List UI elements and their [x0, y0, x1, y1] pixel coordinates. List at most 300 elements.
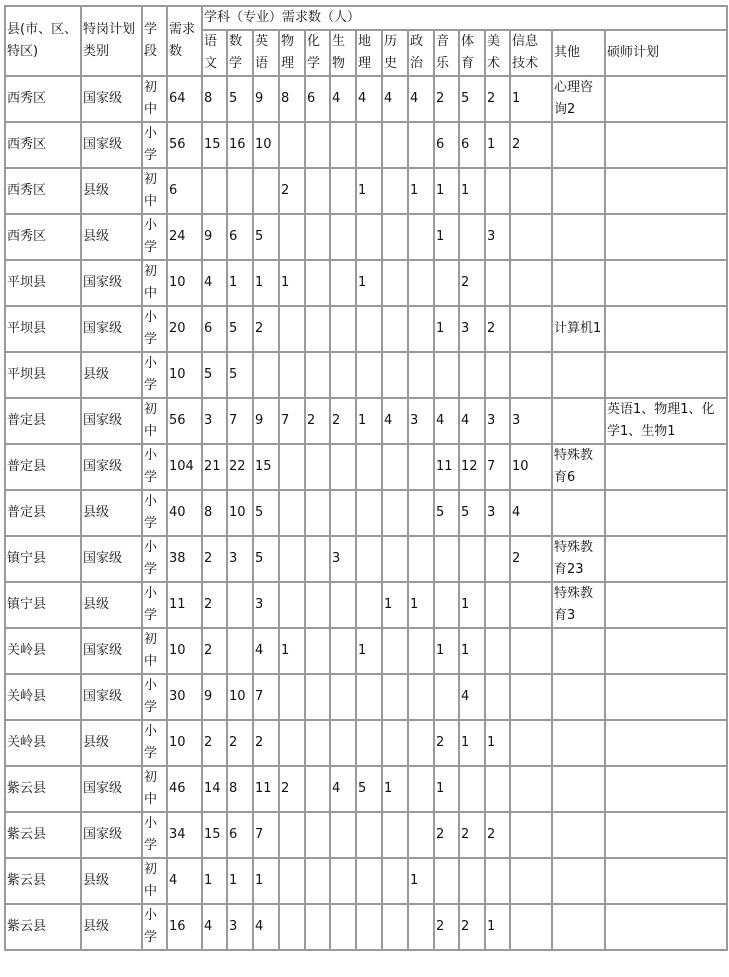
- cell-county: 平坝县: [5, 260, 81, 306]
- cell-other: [552, 812, 605, 858]
- cell-plan-type: 国家级: [81, 674, 142, 720]
- table-row: [5, 536, 727, 582]
- cell-politics: [408, 812, 434, 858]
- cell-music: [434, 352, 459, 398]
- cell-art: [485, 260, 510, 306]
- cell-music: [434, 858, 459, 904]
- cell-music: 6: [434, 122, 459, 168]
- cell-chinese: 21: [202, 444, 227, 490]
- cell-county: 西秀区: [5, 122, 81, 168]
- cell-art: [485, 536, 510, 582]
- cell-plan-type: 县级: [81, 490, 142, 536]
- cell-geography: [356, 352, 382, 398]
- cell-art: [485, 582, 510, 628]
- cell-other: [552, 674, 605, 720]
- cell-biology: 4: [330, 766, 356, 812]
- cell-art: [485, 674, 510, 720]
- cell-physics: [279, 720, 305, 766]
- cell-chemistry: [305, 628, 330, 674]
- cell-physics: 1: [279, 628, 305, 674]
- cell-other: [552, 490, 605, 536]
- cell-politics: [408, 536, 434, 582]
- cell-physics: [279, 904, 305, 950]
- cell-plan-type: 国家级: [81, 122, 142, 168]
- cell-county: 西秀区: [5, 76, 81, 122]
- cell-biology: [330, 720, 356, 766]
- cell-it: [510, 168, 552, 214]
- cell-geography: 1: [356, 628, 382, 674]
- cell-pe: 2: [459, 812, 485, 858]
- cell-stage: 小学: [142, 720, 167, 766]
- cell-county: 平坝县: [5, 306, 81, 352]
- cell-demand: 20: [167, 306, 202, 352]
- cell-english: 15: [253, 444, 279, 490]
- cell-politics: [408, 766, 434, 812]
- cell-plan-type: 县级: [81, 858, 142, 904]
- cell-physics: [279, 858, 305, 904]
- cell-music: [434, 582, 459, 628]
- cell-master-plan: [605, 260, 727, 306]
- cell-politics: 4: [408, 76, 434, 122]
- cell-chemistry: [305, 904, 330, 950]
- cell-other: [552, 122, 605, 168]
- cell-music: 2: [434, 812, 459, 858]
- table-row: [5, 812, 727, 858]
- cell-demand: 10: [167, 260, 202, 306]
- cell-history: 4: [382, 76, 408, 122]
- cell-chemistry: [305, 766, 330, 812]
- cell-it: [510, 766, 552, 812]
- cell-music: 2: [434, 904, 459, 950]
- cell-pe: 3: [459, 306, 485, 352]
- cell-history: [382, 720, 408, 766]
- cell-physics: [279, 674, 305, 720]
- cell-stage: 小学: [142, 352, 167, 398]
- cell-chemistry: [305, 306, 330, 352]
- cell-math: 1: [227, 858, 253, 904]
- cell-music: 1: [434, 628, 459, 674]
- table-row: [5, 122, 727, 168]
- header-subject: 生物: [330, 30, 356, 76]
- header-county: 县(市、区、特区): [5, 6, 81, 76]
- cell-biology: [330, 582, 356, 628]
- cell-it: [510, 904, 552, 950]
- cell-english: [253, 352, 279, 398]
- cell-chinese: 2: [202, 536, 227, 582]
- cell-master-plan: [605, 122, 727, 168]
- cell-history: [382, 904, 408, 950]
- cell-biology: [330, 306, 356, 352]
- cell-geography: [356, 720, 382, 766]
- cell-politics: [408, 306, 434, 352]
- cell-biology: [330, 214, 356, 260]
- cell-county: 西秀区: [5, 168, 81, 214]
- cell-biology: [330, 812, 356, 858]
- cell-music: 1: [434, 306, 459, 352]
- cell-english: 2: [253, 720, 279, 766]
- cell-chinese: 8: [202, 76, 227, 122]
- cell-plan-type: 国家级: [81, 76, 142, 122]
- cell-demand: 10: [167, 628, 202, 674]
- header-subject: 政治: [408, 30, 434, 76]
- cell-chinese: 2: [202, 628, 227, 674]
- cell-english: 2: [253, 306, 279, 352]
- cell-pe: 2: [459, 904, 485, 950]
- header-subject: 语文: [202, 30, 227, 76]
- cell-english: 4: [253, 628, 279, 674]
- cell-it: [510, 812, 552, 858]
- cell-politics: 1: [408, 858, 434, 904]
- cell-demand: 46: [167, 766, 202, 812]
- cell-art: 1: [485, 904, 510, 950]
- cell-county: 关岭县: [5, 628, 81, 674]
- header-demand: 需求数: [167, 6, 202, 76]
- cell-politics: 3: [408, 398, 434, 444]
- cell-politics: 1: [408, 582, 434, 628]
- cell-master-plan: [605, 812, 727, 858]
- cell-history: [382, 306, 408, 352]
- cell-it: [510, 352, 552, 398]
- cell-it: [510, 628, 552, 674]
- cell-geography: 1: [356, 168, 382, 214]
- cell-physics: [279, 812, 305, 858]
- cell-plan-type: 国家级: [81, 444, 142, 490]
- cell-geography: [356, 904, 382, 950]
- cell-geography: [356, 812, 382, 858]
- cell-master-plan: [605, 490, 727, 536]
- cell-english: 5: [253, 214, 279, 260]
- cell-other: [552, 168, 605, 214]
- cell-math: 5: [227, 76, 253, 122]
- cell-politics: [408, 628, 434, 674]
- cell-history: 1: [382, 766, 408, 812]
- cell-plan-type: 县级: [81, 352, 142, 398]
- cell-county: 关岭县: [5, 674, 81, 720]
- cell-other: 计算机1: [552, 306, 605, 352]
- header-subject: 地理: [356, 30, 382, 76]
- cell-county: 平坝县: [5, 352, 81, 398]
- table-row: [5, 306, 727, 352]
- cell-chinese: [202, 168, 227, 214]
- cell-chinese: 6: [202, 306, 227, 352]
- header-subject: 化学: [305, 30, 330, 76]
- cell-master-plan: 英语1、物理1、化学1、生物1: [605, 398, 727, 444]
- cell-county: 镇宁县: [5, 536, 81, 582]
- cell-chinese: 3: [202, 398, 227, 444]
- cell-demand: 38: [167, 536, 202, 582]
- cell-other: 特殊教育6: [552, 444, 605, 490]
- cell-physics: 8: [279, 76, 305, 122]
- cell-pe: 4: [459, 674, 485, 720]
- table-row: [5, 582, 727, 628]
- cell-other: [552, 628, 605, 674]
- cell-master-plan: [605, 168, 727, 214]
- cell-physics: [279, 352, 305, 398]
- cell-english: 9: [253, 398, 279, 444]
- header-subject: 物理: [279, 30, 305, 76]
- cell-music: 2: [434, 720, 459, 766]
- cell-stage: 初中: [142, 260, 167, 306]
- cell-physics: 7: [279, 398, 305, 444]
- table-row: [5, 352, 727, 398]
- cell-it: 10: [510, 444, 552, 490]
- cell-physics: [279, 122, 305, 168]
- cell-county: 镇宁县: [5, 582, 81, 628]
- cell-music: [434, 260, 459, 306]
- cell-plan-type: 县级: [81, 582, 142, 628]
- cell-chemistry: [305, 812, 330, 858]
- cell-other: [552, 720, 605, 766]
- cell-english: 5: [253, 490, 279, 536]
- cell-geography: [356, 214, 382, 260]
- cell-master-plan: [605, 628, 727, 674]
- cell-stage: 初中: [142, 398, 167, 444]
- header-subject: 硕师计划: [605, 30, 727, 76]
- cell-stage: 小学: [142, 904, 167, 950]
- cell-stage: 小学: [142, 214, 167, 260]
- cell-math: 5: [227, 306, 253, 352]
- cell-history: [382, 858, 408, 904]
- cell-math: 5: [227, 352, 253, 398]
- cell-english: 10: [253, 122, 279, 168]
- header-subject: 音乐: [434, 30, 459, 76]
- cell-demand: 24: [167, 214, 202, 260]
- cell-other: 特殊教育3: [552, 582, 605, 628]
- cell-it: [510, 306, 552, 352]
- cell-stage: 小学: [142, 122, 167, 168]
- cell-art: [485, 352, 510, 398]
- cell-art: 1: [485, 122, 510, 168]
- cell-other: [552, 352, 605, 398]
- cell-math: 16: [227, 122, 253, 168]
- cell-county: 紫云县: [5, 812, 81, 858]
- table-row: [5, 674, 727, 720]
- cell-pe: 6: [459, 122, 485, 168]
- cell-english: 7: [253, 812, 279, 858]
- cell-physics: 2: [279, 168, 305, 214]
- header-subject: 其他: [552, 30, 605, 76]
- cell-pe: [459, 858, 485, 904]
- cell-art: 3: [485, 490, 510, 536]
- cell-other: [552, 214, 605, 260]
- cell-art: [485, 858, 510, 904]
- cell-chemistry: [305, 858, 330, 904]
- cell-pe: [459, 766, 485, 812]
- cell-english: 11: [253, 766, 279, 812]
- cell-math: 3: [227, 536, 253, 582]
- cell-it: 4: [510, 490, 552, 536]
- cell-history: [382, 214, 408, 260]
- cell-stage: 初中: [142, 76, 167, 122]
- table-row: [5, 398, 727, 444]
- cell-plan-type: 县级: [81, 720, 142, 766]
- cell-geography: 1: [356, 398, 382, 444]
- cell-english: 1: [253, 858, 279, 904]
- cell-art: 2: [485, 306, 510, 352]
- cell-biology: 3: [330, 536, 356, 582]
- cell-biology: [330, 490, 356, 536]
- cell-geography: [356, 582, 382, 628]
- cell-stage: 小学: [142, 490, 167, 536]
- cell-biology: [330, 352, 356, 398]
- cell-master-plan: [605, 858, 727, 904]
- cell-physics: [279, 490, 305, 536]
- cell-music: 11: [434, 444, 459, 490]
- cell-geography: [356, 536, 382, 582]
- table-row: [5, 168, 727, 214]
- header-plan-type: 特岗计划类别: [81, 6, 142, 76]
- cell-chemistry: [305, 444, 330, 490]
- cell-county: 西秀区: [5, 214, 81, 260]
- cell-geography: [356, 122, 382, 168]
- cell-chinese: 14: [202, 766, 227, 812]
- cell-history: [382, 444, 408, 490]
- cell-chinese: 15: [202, 122, 227, 168]
- cell-chinese: 4: [202, 904, 227, 950]
- cell-chemistry: [305, 582, 330, 628]
- cell-math: 2: [227, 720, 253, 766]
- cell-other: [552, 398, 605, 444]
- cell-math: 3: [227, 904, 253, 950]
- cell-it: [510, 214, 552, 260]
- cell-chemistry: [305, 260, 330, 306]
- header-subject: 信息技术: [510, 30, 552, 76]
- cell-chemistry: [305, 536, 330, 582]
- cell-demand: 56: [167, 122, 202, 168]
- table-row: [5, 858, 727, 904]
- cell-county: 普定县: [5, 490, 81, 536]
- cell-it: [510, 260, 552, 306]
- cell-other: [552, 904, 605, 950]
- cell-demand: 34: [167, 812, 202, 858]
- cell-plan-type: 国家级: [81, 306, 142, 352]
- cell-politics: [408, 352, 434, 398]
- cell-biology: [330, 858, 356, 904]
- cell-math: 1: [227, 260, 253, 306]
- cell-chemistry: [305, 674, 330, 720]
- cell-history: [382, 536, 408, 582]
- cell-math: 22: [227, 444, 253, 490]
- cell-county: 关岭县: [5, 720, 81, 766]
- cell-history: [382, 628, 408, 674]
- cell-pe: [459, 214, 485, 260]
- cell-master-plan: [605, 582, 727, 628]
- cell-other: [552, 858, 605, 904]
- table-row: [5, 444, 727, 490]
- cell-english: 7: [253, 674, 279, 720]
- cell-math: [227, 582, 253, 628]
- cell-chinese: 2: [202, 720, 227, 766]
- cell-plan-type: 县级: [81, 168, 142, 214]
- cell-stage: 初中: [142, 858, 167, 904]
- cell-plan-type: 国家级: [81, 398, 142, 444]
- cell-chemistry: [305, 352, 330, 398]
- cell-politics: [408, 674, 434, 720]
- cell-history: [382, 352, 408, 398]
- cell-biology: [330, 674, 356, 720]
- cell-demand: 104: [167, 444, 202, 490]
- cell-other: [552, 260, 605, 306]
- cell-english: 5: [253, 536, 279, 582]
- cell-county: 紫云县: [5, 766, 81, 812]
- cell-chinese: 4: [202, 260, 227, 306]
- cell-art: 3: [485, 398, 510, 444]
- cell-chinese: 9: [202, 674, 227, 720]
- table-row: [5, 490, 727, 536]
- cell-geography: [356, 858, 382, 904]
- header-subject: 历史: [382, 30, 408, 76]
- cell-art: 7: [485, 444, 510, 490]
- table-row: [5, 720, 727, 766]
- cell-county: 普定县: [5, 398, 81, 444]
- cell-chinese: 15: [202, 812, 227, 858]
- cell-art: [485, 766, 510, 812]
- cell-chinese: 1: [202, 858, 227, 904]
- table-row: [5, 214, 727, 260]
- table-row: [5, 766, 727, 812]
- cell-stage: 小学: [142, 444, 167, 490]
- cell-geography: [356, 674, 382, 720]
- cell-physics: 1: [279, 260, 305, 306]
- cell-demand: 10: [167, 352, 202, 398]
- cell-chinese: 2: [202, 582, 227, 628]
- cell-biology: [330, 444, 356, 490]
- header-stage: 学段: [142, 6, 167, 76]
- cell-pe: 2: [459, 260, 485, 306]
- cell-master-plan: [605, 536, 727, 582]
- header-subject: 数学: [227, 30, 253, 76]
- cell-english: 1: [253, 260, 279, 306]
- cell-biology: [330, 628, 356, 674]
- table-row: [5, 76, 727, 122]
- cell-math: 6: [227, 214, 253, 260]
- cell-physics: [279, 444, 305, 490]
- cell-biology: [330, 260, 356, 306]
- cell-math: [227, 628, 253, 674]
- cell-master-plan: [605, 674, 727, 720]
- cell-demand: 11: [167, 582, 202, 628]
- cell-math: 8: [227, 766, 253, 812]
- cell-art: 3: [485, 214, 510, 260]
- cell-biology: 4: [330, 76, 356, 122]
- cell-pe: 1: [459, 720, 485, 766]
- cell-art: [485, 628, 510, 674]
- table-row: [5, 260, 727, 306]
- cell-plan-type: 国家级: [81, 536, 142, 582]
- cell-physics: [279, 306, 305, 352]
- cell-art: 1: [485, 720, 510, 766]
- cell-music: 1: [434, 766, 459, 812]
- cell-master-plan: [605, 904, 727, 950]
- cell-county: 紫云县: [5, 904, 81, 950]
- cell-county: 紫云县: [5, 858, 81, 904]
- cell-geography: 1: [356, 260, 382, 306]
- cell-it: [510, 720, 552, 766]
- teacher-demand-table: [4, 5, 728, 951]
- cell-math: 10: [227, 490, 253, 536]
- cell-it: [510, 582, 552, 628]
- table-row: [5, 628, 727, 674]
- header-subject: 美术: [485, 30, 510, 76]
- cell-master-plan: [605, 306, 727, 352]
- cell-stage: 小学: [142, 536, 167, 582]
- cell-plan-type: 国家级: [81, 260, 142, 306]
- cell-master-plan: [605, 214, 727, 260]
- cell-chinese: 5: [202, 352, 227, 398]
- cell-biology: [330, 904, 356, 950]
- cell-master-plan: [605, 720, 727, 766]
- cell-chemistry: [305, 490, 330, 536]
